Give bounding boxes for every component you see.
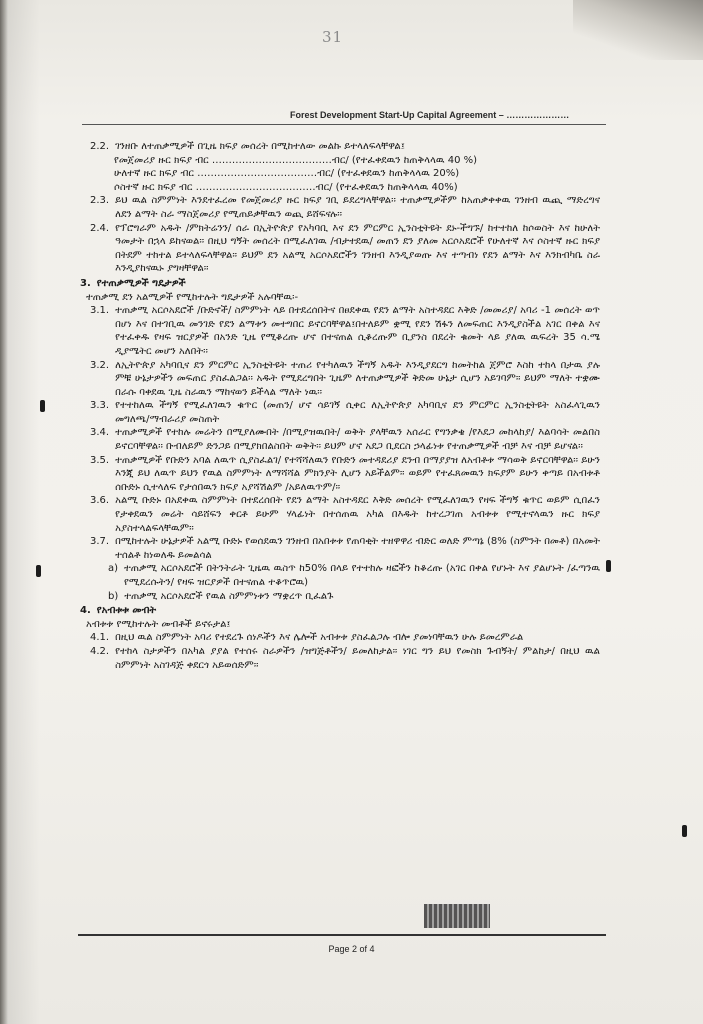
section-heading — [80, 277, 600, 291]
clause-text: አብቱቱ የሚከተሉት መብቶች ይኖሩታል፤ — [86, 618, 231, 630]
clause-number: 3.2. — [90, 359, 110, 371]
clause-number: 3. — [80, 277, 91, 289]
punch-hole-mark — [606, 560, 611, 572]
clause-text: የመጀመሪያ ዙር ክፍያ ብር ………………………………ብር/ (የተፈቀደዉን ከጠቅላላዉ 40 %) — [114, 154, 478, 166]
clause-text: ተጠቃሚ ደን አልሚዎች የሚከተሉት ግዴታዎች አሉባቸዉ፡- — [86, 291, 299, 303]
footer-stamp — [424, 904, 490, 928]
footer-rule — [78, 934, 606, 936]
clause-text: በዚህ ዉል ስምምነት አባሪ የተደረጉ ሰነዶችን እና ሌሎች አብቱቱ ያስፈልጋሉ ብሎ ያመነባቸዉን ሁሉ ይመረምራል — [115, 632, 524, 644]
clause-line — [80, 154, 600, 168]
clause-line — [80, 631, 600, 645]
section-heading — [80, 604, 600, 618]
clause-line — [80, 562, 600, 589]
running-header: Forest Development Start-Up Capital Agreement – ………………… — [290, 110, 570, 120]
clause-number: 3.6. — [90, 495, 110, 507]
clause-text: በሚከተሉት ሁኔታዎች አልሚ ቡድኑ የወሰደዉን ገንዘብ በአበቱቱ የጠባቂት ተዘዋዋሪ ብድር ወለድ ምጣኔ (8% (ስምንት በመቶ) በአመት ተሰልቶ ከነወለዱ ይመልሳል — [115, 536, 600, 561]
clause-line — [80, 140, 600, 154]
clause-text: ተጠቃሚ አርሶአደሮች /ቡድኖች/ ስምምነት ላይ በተደረሰበትና በፀደቀዉ የደን ልማት አስተዳደር እቅድ /መመሪያ/ አባሪ -1 መሰረት ወጥ በሆነ እና በተገቢዉ መንገድ የደን ልማቱን መተግበር ይኖርባቸዋል፤በተለይም ቋሚ የደን ሽፋን ለመፍጠር እንዲያስችል አገር በቀል እና የተፈቀዱ የዛፍ ዝርያዎች በአንድ ጊዜ የሚቆረጡ ሆኖ በተናጠል ሲቆረጡም ቢያንስ በደረት ቁመት ላይ ያለዉ ዉፍረት 35 ሳ.ሜ ዲያሜትር መሆን አለበት፡፡ — [115, 305, 600, 357]
clause-number: 2.2. — [90, 141, 110, 152]
clause-line — [80, 181, 600, 195]
clause-line — [80, 304, 600, 358]
clause-line — [80, 167, 600, 181]
clause-number: 3.1. — [90, 305, 110, 317]
clause-text: የአብቱቱ መብት — [96, 605, 157, 617]
clause-line — [80, 222, 600, 276]
clause-text: የፕሮግራም አዱት /ምክትሬንን/ ሰራ በኢትዮጵያ የአካባቢ እና ደን ምርምር ኢንስቲትዩት ደኑ-ችግኙ/ ከተተከለ ከሶወስት እና ከሁለት ዓመታት በኋላ ይከናወል፡፡ በዚህ ግኝት መሰረት በሚፈለገዉ /ብታተደዉ/ መጠን ደን ያለመ አርሶአደሮች የሁለተኛ እና ሶስተኛ ዙር ክፍያ በትደም ተከተል ይተላለፍላቸዋል፡፡ ይህም ደን አልሚ አርሶአደሮችን ገንዘብ እንዲያወጡ እና ተጣብነ የደን ልማት እና እንክብካቤ ስራ እንዲያከናዉኑ ያግዛቸዋል፡፡ — [115, 222, 600, 275]
clause-text: ተጠቃሚዎች የቡድን አባል ለዉጥ ሲያስፈልገ/ የተሻሻለዉን የቡድን መተዳደሪያ ደንብ በማያያዝ ለአብቶቱ ማሳወቅ ይኖርባቸዋል፡፡ ይሁን እንጂ ይህ ለዉጥ ይህን የዉል ስምምነት ለማሻሻል ምክንያት ሊሆን አይችልም፡፡ ወይም የተፈጸመዉን ክፍያም ይሁን ቀጣይ በአብቱቶ ሰቡድኑ ሲተላለፍ የታሰበዉን ክፍያ አያሻሽልም /አይለዉጥም/፡፡ — [115, 454, 600, 493]
clause-line — [80, 645, 600, 672]
clause-number: b) — [108, 590, 119, 602]
binding-shadow — [0, 0, 8, 1024]
clause-number: 3.4. — [90, 427, 110, 439]
clause-line — [80, 535, 600, 562]
clause-text: ለኢትዮጵያ አካባቢና ደን ምርምር ኢንስቲትዩት ተጠሪ የተካለዉን ችግኝ አዱት እንዲያደርግ ከመትከል ጀምሮ እስከ ተከላ በታዉ ያሉ ምቹ ሁኔታዎችን መፍጠር ያስፈልጋል፡፡ አዱት የሚደረግበት ጊዜም ለተጠቃሚዎች ቅድመ ሁኔታ ሲሆን አይገባም፡፡ ይህም ማለት ተቋሙ በራሱ ባቀደዉ ጊዜ ስራዉን ማከናወን ይችላል ማለት ነዉ፡፡ — [115, 359, 600, 398]
handwritten-page-mark: 31 — [322, 28, 344, 46]
punch-hole-mark — [36, 565, 41, 577]
clause-line — [80, 426, 600, 453]
clause-number: a) — [108, 563, 119, 575]
clause-text: ገንዘቡ ለተጠቃሚዎች በጊዜ ክፍያ መሰረት በሚከተለው መልኩ ይተላለፍላቸዋል፤ — [115, 141, 405, 152]
punch-hole-mark — [682, 825, 687, 837]
clause-text: ሁለተኛ ዙር ክፍያ ብር ………………………………ብር/ (የተፈቀደዉን ከጠቅላላዉ 20%) — [114, 168, 460, 180]
folded-corner — [573, 0, 703, 60]
clause-number: 2.4. — [90, 222, 110, 234]
clause-line — [80, 494, 600, 535]
clause-text: ተጠቃሚዎች የተከሉ መሬትን በሚያለሙበት /በሚያዝዉበት/ ወቅት ያላቸዉን አሰራር የግንቃቄ /የእደጋ መከላከያ/ እልባሳት መልበስ ይኖርባቸዋል፡፡ ቡብለይም ድንጋይ በሚያክበልስበት ወቅት፡፡ ይህም ሆኖ አደጋ ቢደርስ ኃላፊነቱ የተጠቃሚዎች ብቻ እና ብቻ ይሆናል፡፡ — [115, 427, 600, 453]
clause-line — [80, 399, 600, 426]
clause-text: ሶስተኛ ዙር ክፍያ ብር ………………………………ብር/ (የተፈቀደዉን ከጠቅላላዉ 40%) — [114, 181, 458, 193]
clause-line — [80, 618, 600, 632]
clause-text: የተተከለዉ ችግኝ የሚፈለገዉን ቁጥር (መጠን/ ሆኖ ሳይገኝ ሲቀር ለኢትዮጵያ አካባቢና ደን ምርምር ኢንስቲትዩት አስፈላጊዉን መግለጫ/ማብራሪያ መስጠት — [115, 400, 600, 425]
punch-hole-mark — [40, 400, 45, 412]
page-number: Page 2 of 4 — [328, 944, 375, 954]
clause-text: ተጠቃሚ አርሶአደሮች የዉል ስምምነቱን ማቋረጥ ቢፈልጉ — [124, 590, 334, 602]
header-rule — [82, 124, 606, 125]
clause-number: 3.7. — [90, 536, 110, 548]
clause-text: የተከላ ስታዎችን በአካል ያያል የተሰሩ ስራዎችን /ዝግጅቶችን/ ይመለከታል፡፡ ነገር ግን ይህ የመስክ ጉብኝት/ ምልከታ/ በዚህ ዉል ስምምነት አስገዳጅ ቀደርጎ አይወሰድም፡፡ — [115, 645, 600, 671]
clause-number: 2.3. — [90, 195, 110, 207]
clause-number: 4.1. — [90, 632, 110, 644]
clause-text: የተጠቃሚዎች ግዴታዎች — [96, 277, 186, 289]
clause-number: 4.2. — [90, 645, 110, 657]
clause-line — [80, 454, 600, 495]
clause-text: ይህ ዉል ስምምነት እንደተፈረመ የመጀመሪያ ዙር ክፍያ ገቢ ይደረግላቸዋል፡፡ ተጠቃሚዎችም ከአጠቃቀቀዉ ገንዘብ ዉጪ ማድረግና ለደን ልማት ስራ ማስጀመሪያ የሚጠይቃቸዉን ወጪ ይሸፍናሉ፡፡ — [115, 195, 600, 220]
clause-line — [80, 590, 600, 604]
clause-line — [80, 359, 600, 400]
clause-text: አልሚ ቡድኑ በአደቀዉ ስምምነት በተደረሰበት የደን ልማት አስተዳደር እቅድ መሰረት የሚፈለገዉን የዛፍ ችግኝ ቁጥር ወይም ሲበፈን የታቀደዉን መሬት ሳይሸፍን ቀርቶ ይሁም ሃላፊነት በተሰጠዉ አካል በእዱት ከተረጋገጠ አብቱቱ የሚተኖላዉን ዙር ክፍያ አያስተላልፍላቸዉም፡፡ — [115, 495, 600, 534]
clause-line — [80, 291, 600, 305]
clause-text: ተጠቃሚ አርሶአደሮች በትንትራት ጊዜዉ ዉስጥ ከ50% በላይ የተተከሉ ዛፎችን ከቆረጡ (አገር በቀል የሆኑት እና ያልሆኑት /ፈጣንዉ የሚደረሱትን/ የዛፍ ዝርያዎች በተናጠል ተቆጥሮዉ) — [124, 563, 600, 588]
document-body — [80, 140, 600, 672]
clause-number: 3.5. — [90, 454, 110, 466]
clause-number: 4. — [80, 605, 91, 617]
clause-line — [80, 194, 600, 221]
clause-number: 3.3. — [90, 400, 110, 412]
